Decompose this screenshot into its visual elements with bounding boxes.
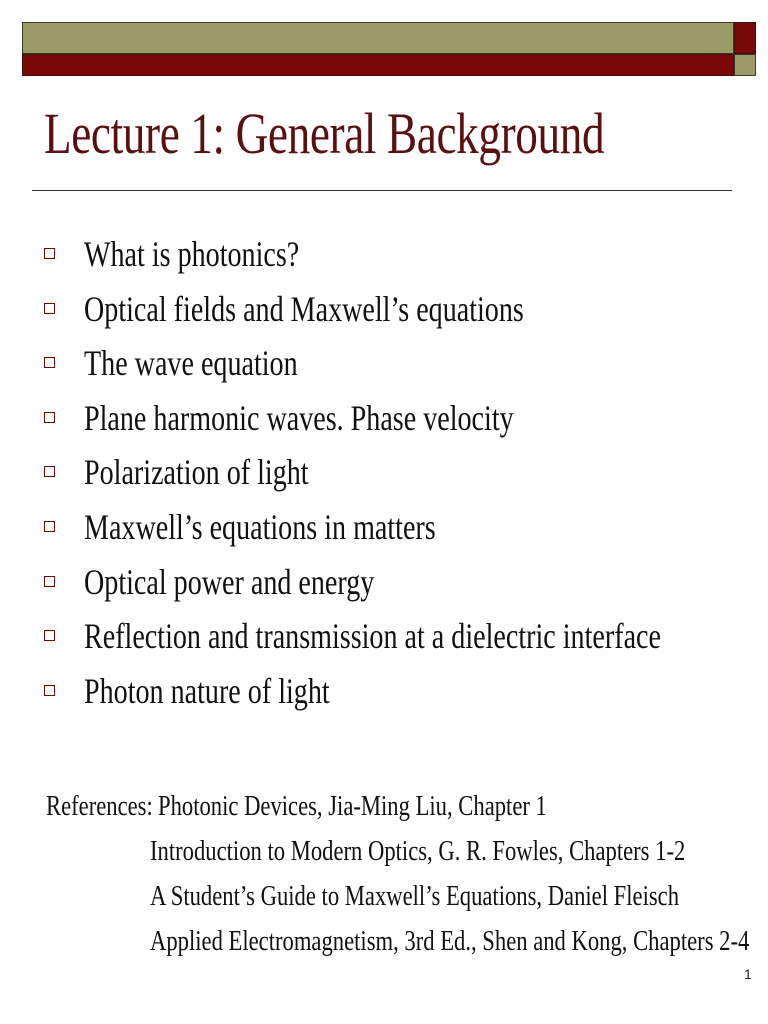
reference-item: A Student’s Guide to Maxwell’s Equations, Daniel Fleisch <box>150 880 680 912</box>
bullet-text: Plane harmonic waves. Phase velocity <box>84 397 514 438</box>
hollow-square-icon <box>44 357 55 368</box>
header-band-maroon <box>22 54 734 76</box>
hollow-square-icon <box>44 576 55 587</box>
header-corner-maroon <box>734 22 756 54</box>
page-number: 1 <box>744 966 752 982</box>
bullet-text: Reflection and transmission at a dielectric interface <box>84 616 661 657</box>
references-label: References: <box>46 790 153 822</box>
bullet-text: Maxwell’s equations in matters <box>84 506 436 547</box>
bullet-text: Optical power and energy <box>84 561 375 602</box>
bullet-text: Polarization of light <box>84 452 309 493</box>
hollow-square-icon <box>44 685 55 696</box>
bullet-text: The wave equation <box>84 343 298 384</box>
hollow-square-icon <box>44 303 55 314</box>
title-divider <box>32 190 732 191</box>
reference-item: Applied Electromagnetism, 3rd Ed., Shen and Kong, Chapters 2-4 <box>150 925 750 957</box>
reference-item: Photonic Devices, Jia-Ming Liu, Chapter 1 <box>158 790 547 822</box>
hollow-square-icon <box>44 521 55 532</box>
reference-item: Introduction to Modern Optics, G. R. Fowles, Chapters 1-2 <box>150 835 686 867</box>
hollow-square-icon <box>44 248 55 259</box>
header-band <box>22 22 756 76</box>
slide-title: Lecture 1: General Background <box>44 101 605 166</box>
bullet-text: Photon nature of light <box>84 670 330 711</box>
hollow-square-icon <box>44 412 55 423</box>
hollow-square-icon <box>44 466 55 477</box>
bullet-text: Optical fields and Maxwell’s equations <box>84 288 524 329</box>
header-corner-olive <box>734 54 756 76</box>
bullet-text: What is photonics? <box>84 234 300 274</box>
hollow-square-icon <box>44 630 55 641</box>
header-band-olive <box>22 22 734 54</box>
